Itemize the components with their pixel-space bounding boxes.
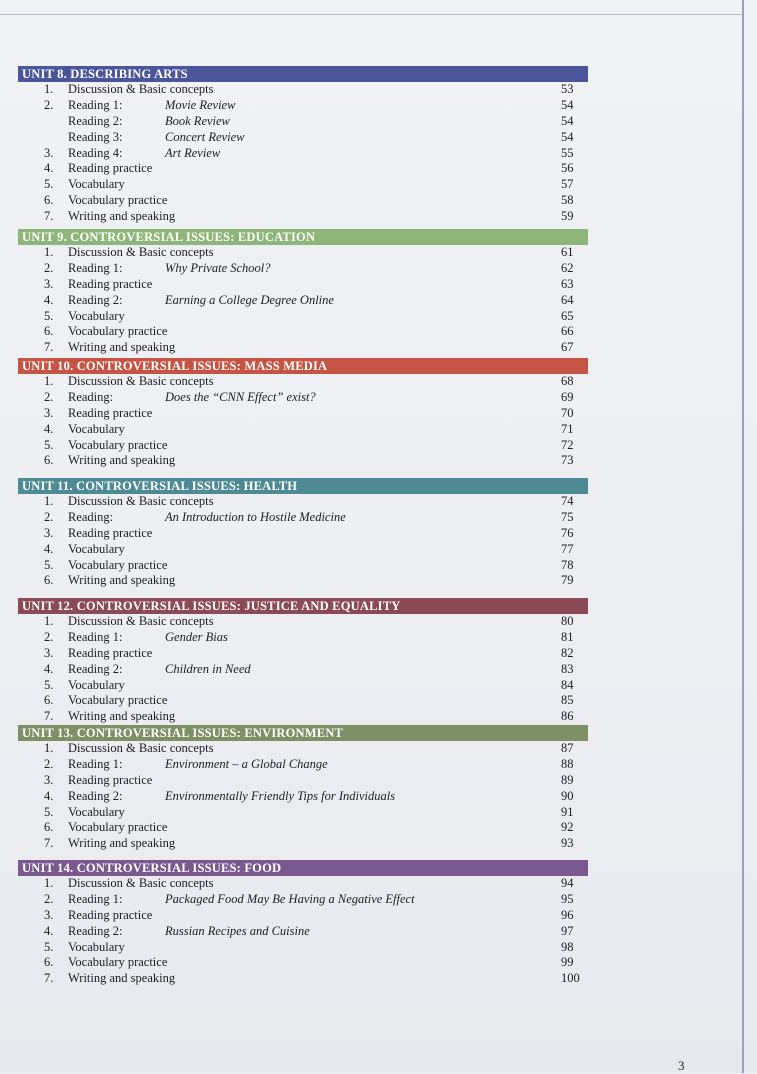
entry-label: Vocabulary practice <box>68 193 168 208</box>
toc-entry <box>18 614 588 630</box>
entry-label: Vocabulary practice <box>68 557 168 572</box>
entry-number: 6. <box>44 955 54 970</box>
entry-page-number: 92 <box>561 820 574 835</box>
entry-page-number: 53 <box>561 82 574 96</box>
toc-entry <box>18 130 588 146</box>
entry-number: 4. <box>44 661 54 676</box>
entry-page-number: 77 <box>561 541 574 556</box>
entry-title: An Introduction to Hostile Medicine <box>165 509 346 524</box>
toc-entry <box>18 374 588 390</box>
entry-page-number: 57 <box>561 177 574 192</box>
toc-entry <box>18 277 588 293</box>
entry-title: Russian Recipes and Cuisine <box>165 923 310 938</box>
unit-heading: UNIT 14. CONTROVERSIAL ISSUES: FOOD <box>18 860 588 876</box>
entry-page-number: 72 <box>561 437 574 452</box>
entry-label: Reading 1: <box>68 260 123 275</box>
entry-number: 2. <box>44 509 54 524</box>
toc-entry <box>18 805 588 821</box>
toc-entry <box>18 293 588 309</box>
entry-label: Vocabulary <box>68 939 125 954</box>
toc-entry <box>18 836 588 852</box>
entry-page-number: 80 <box>561 614 574 628</box>
entry-label: Reading practice <box>68 161 153 176</box>
entry-label: Vocabulary practice <box>68 693 168 708</box>
unit-heading: UNIT 10. CONTROVERSIAL ISSUES: MASS MEDIA <box>18 358 588 374</box>
entry-label: Reading 4: <box>68 145 123 160</box>
toc-entry <box>18 741 588 757</box>
toc-entry <box>18 542 588 558</box>
entry-title: Why Private School? <box>165 260 271 275</box>
entry-label: Writing and speaking <box>68 573 176 588</box>
entry-page-number: 67 <box>561 340 574 355</box>
entry-label: Writing and speaking <box>68 340 176 355</box>
toc-entry <box>18 209 588 225</box>
entry-page-number: 99 <box>561 955 574 970</box>
entry-label: Reading 1: <box>68 97 123 112</box>
entry-page-number: 79 <box>561 573 574 588</box>
entry-page-number: 62 <box>561 260 574 275</box>
entry-number: 5. <box>44 804 54 819</box>
entry-title: Concert Review <box>165 129 245 144</box>
entry-label: Discussion & Basic concepts <box>68 614 214 628</box>
entry-number: 3. <box>44 772 54 787</box>
entry-label: Vocabulary practice <box>68 955 168 970</box>
unit-section <box>18 66 588 225</box>
entry-page-number: 74 <box>561 494 574 508</box>
entry-page-number: 76 <box>561 525 574 540</box>
entry-number: 3. <box>44 405 54 420</box>
entry-number: 4. <box>44 788 54 803</box>
entry-title: Book Review <box>165 113 230 128</box>
entry-label: Writing and speaking <box>68 836 176 851</box>
entry-page-number: 55 <box>561 145 574 160</box>
entry-page-number: 71 <box>561 421 574 436</box>
toc-entry <box>18 82 588 98</box>
entry-number: 3. <box>44 525 54 540</box>
entry-label: Reading 2: <box>68 292 123 307</box>
entry-page-number: 90 <box>561 788 574 803</box>
entry-title: Gender Bias <box>165 629 228 644</box>
toc-entry <box>18 678 588 694</box>
entry-label: Discussion & Basic concepts <box>68 82 214 96</box>
entry-page-number: 61 <box>561 245 574 259</box>
toc-entry <box>18 709 588 725</box>
entry-page-number: 82 <box>561 645 574 660</box>
entry-page-number: 97 <box>561 923 574 938</box>
entry-label: Vocabulary <box>68 308 125 323</box>
toc-entry <box>18 438 588 454</box>
entry-number: 5. <box>44 939 54 954</box>
toc-entry <box>18 422 588 438</box>
unit-heading: UNIT 9. CONTROVERSIAL ISSUES: EDUCATION <box>18 229 588 245</box>
entry-label: Vocabulary practice <box>68 324 168 339</box>
entry-number: 1. <box>44 494 54 508</box>
entry-page-number: 95 <box>561 891 574 906</box>
entry-title: Art Review <box>165 145 221 160</box>
entry-label: Writing and speaking <box>68 709 176 724</box>
entry-title: Environment – a Global Change <box>165 756 328 771</box>
entry-number: 7. <box>44 709 54 724</box>
entry-page-number: 59 <box>561 209 574 224</box>
entry-label: Reading: <box>68 509 114 524</box>
entry-label: Reading 2: <box>68 788 123 803</box>
entry-number: 6. <box>44 453 54 468</box>
toc-entry <box>18 177 588 193</box>
entry-label: Vocabulary <box>68 177 125 192</box>
entry-page-number: 70 <box>561 405 574 420</box>
toc-entry <box>18 309 588 325</box>
entry-number: 1. <box>44 876 54 890</box>
toc-entry <box>18 510 588 526</box>
unit-heading: UNIT 8. DESCRIBING ARTS <box>18 66 588 82</box>
entry-number: 1. <box>44 374 54 388</box>
entry-page-number: 54 <box>561 97 574 112</box>
toc-entry <box>18 924 588 940</box>
entry-label: Reading 1: <box>68 629 123 644</box>
unit-heading: UNIT 11. CONTROVERSIAL ISSUES: HEALTH <box>18 478 588 494</box>
entry-page-number: 75 <box>561 509 574 524</box>
entry-number: 2. <box>44 629 54 644</box>
unit-section <box>18 478 588 589</box>
entry-page-number: 100 <box>561 971 580 986</box>
toc-entry <box>18 98 588 114</box>
entry-page-number: 58 <box>561 193 574 208</box>
entry-label: Vocabulary <box>68 541 125 556</box>
entry-number: 3. <box>44 907 54 922</box>
entry-label: Discussion & Basic concepts <box>68 876 214 890</box>
entry-number: 5. <box>44 557 54 572</box>
toc-entry <box>18 324 588 340</box>
entry-number: 5. <box>44 308 54 323</box>
entry-page-number: 87 <box>561 741 574 755</box>
entry-label: Discussion & Basic concepts <box>68 741 214 755</box>
entry-page-number: 91 <box>561 804 574 819</box>
entry-number: 6. <box>44 193 54 208</box>
unit-section <box>18 860 588 987</box>
unit-section <box>18 598 588 725</box>
entry-label: Reading 2: <box>68 923 123 938</box>
entry-page-number: 83 <box>561 661 574 676</box>
entry-page-number: 85 <box>561 693 574 708</box>
entry-page-number: 78 <box>561 557 574 572</box>
toc-entry <box>18 193 588 209</box>
toc-entry <box>18 494 588 510</box>
entry-title: Packaged Food May Be Having a Negative Effect <box>165 891 415 906</box>
toc-entry <box>18 390 588 406</box>
entry-number: 7. <box>44 836 54 851</box>
entry-page-number: 93 <box>561 836 574 851</box>
entry-page-number: 73 <box>561 453 574 468</box>
entry-number: 1. <box>44 741 54 755</box>
entry-number: 2. <box>44 891 54 906</box>
entry-title: Environmentally Friendly Tips for Individuals <box>165 788 396 803</box>
entry-number: 4. <box>44 421 54 436</box>
entry-label: Reading 1: <box>68 891 123 906</box>
entry-label: Writing and speaking <box>68 453 176 468</box>
toc-entry <box>18 876 588 892</box>
toc-entry <box>18 453 588 469</box>
entry-label: Reading practice <box>68 525 153 540</box>
entry-number: 3. <box>44 145 54 160</box>
entry-title: Children in Need <box>165 661 251 676</box>
entry-number: 2. <box>44 756 54 771</box>
toc-entry <box>18 114 588 130</box>
entry-number: 7. <box>44 209 54 224</box>
toc-entry <box>18 955 588 971</box>
toc-entry <box>18 820 588 836</box>
entry-number: 2. <box>44 389 54 404</box>
entry-title: Does the “CNN Effect” exist? <box>165 389 316 404</box>
entry-number: 6. <box>44 573 54 588</box>
toc-entry <box>18 340 588 356</box>
toc-entry <box>18 245 588 261</box>
toc-entry <box>18 573 588 589</box>
entry-label: Reading practice <box>68 405 153 420</box>
entry-label: Reading 3: <box>68 129 123 144</box>
entry-title: Earning a College Degree Online <box>165 292 334 307</box>
entry-label: Reading practice <box>68 907 153 922</box>
entry-label: Reading 2: <box>68 661 123 676</box>
toc-entry <box>18 773 588 789</box>
toc-entry <box>18 526 588 542</box>
entry-label: Writing and speaking <box>68 971 176 986</box>
entry-label: Reading practice <box>68 276 153 291</box>
toc-entry <box>18 940 588 956</box>
toc-entry <box>18 693 588 709</box>
entry-label: Vocabulary <box>68 677 125 692</box>
entry-label: Vocabulary <box>68 804 125 819</box>
page-number: 3 <box>678 1058 685 1073</box>
entry-number: 2. <box>44 260 54 275</box>
entry-page-number: 89 <box>561 772 574 787</box>
entry-number: 5. <box>44 677 54 692</box>
entry-number: 1. <box>44 614 54 628</box>
entry-label: Vocabulary practice <box>68 820 168 835</box>
entry-label: Reading 1: <box>68 756 123 771</box>
toc-entry <box>18 406 588 422</box>
toc-entry <box>18 662 588 678</box>
toc-entry <box>18 908 588 924</box>
entry-page-number: 98 <box>561 939 574 954</box>
entry-page-number: 81 <box>561 629 574 644</box>
entry-number: 3. <box>44 645 54 660</box>
unit-section <box>18 358 588 469</box>
toc-entry <box>18 146 588 162</box>
toc-entry <box>18 161 588 177</box>
entry-page-number: 68 <box>561 374 574 388</box>
entry-label: Vocabulary practice <box>68 437 168 452</box>
entry-number: 6. <box>44 693 54 708</box>
entry-number: 2. <box>44 97 54 112</box>
entry-number: 7. <box>44 340 54 355</box>
entry-number: 5. <box>44 437 54 452</box>
entry-label: Reading: <box>68 389 114 404</box>
toc-entry <box>18 789 588 805</box>
entry-number: 4. <box>44 161 54 176</box>
entry-page-number: 66 <box>561 324 574 339</box>
entry-title: Movie Review <box>165 97 236 112</box>
entry-label: Reading practice <box>68 645 153 660</box>
entry-label: Reading 2: <box>68 113 123 128</box>
entry-page-number: 63 <box>561 276 574 291</box>
toc-entry <box>18 757 588 773</box>
entry-number: 6. <box>44 324 54 339</box>
entry-page-number: 56 <box>561 161 574 176</box>
entry-number: 6. <box>44 820 54 835</box>
toc-entry <box>18 646 588 662</box>
entry-label: Vocabulary <box>68 421 125 436</box>
entry-label: Discussion & Basic concepts <box>68 494 214 508</box>
entry-label: Discussion & Basic concepts <box>68 374 214 388</box>
unit-section <box>18 229 588 356</box>
entry-page-number: 88 <box>561 756 574 771</box>
entry-page-number: 65 <box>561 308 574 323</box>
entry-number: 1. <box>44 82 54 96</box>
entry-number: 3. <box>44 276 54 291</box>
unit-heading: UNIT 13. CONTROVERSIAL ISSUES: ENVIRONMENT <box>18 725 588 741</box>
entry-page-number: 94 <box>561 876 574 890</box>
entry-page-number: 54 <box>561 129 574 144</box>
entry-number: 7. <box>44 971 54 986</box>
entry-number: 4. <box>44 541 54 556</box>
entry-number: 5. <box>44 177 54 192</box>
entry-page-number: 86 <box>561 709 574 724</box>
entry-number: 4. <box>44 923 54 938</box>
toc-entry <box>18 892 588 908</box>
unit-heading: UNIT 12. CONTROVERSIAL ISSUES: JUSTICE AND EQUALITY <box>18 598 588 614</box>
toc-entry <box>18 558 588 574</box>
unit-section <box>18 725 588 852</box>
entry-page-number: 64 <box>561 292 574 307</box>
entry-page-number: 96 <box>561 907 574 922</box>
entry-page-number: 69 <box>561 389 574 404</box>
toc-entry <box>18 971 588 987</box>
entry-page-number: 54 <box>561 113 574 128</box>
entry-label: Writing and speaking <box>68 209 176 224</box>
entry-number: 4. <box>44 292 54 307</box>
entry-page-number: 84 <box>561 677 574 692</box>
toc-entry <box>18 630 588 646</box>
entry-label: Reading practice <box>68 772 153 787</box>
right-margin-rule <box>742 0 744 1073</box>
toc-entry <box>18 261 588 277</box>
entry-label: Discussion & Basic concepts <box>68 245 214 259</box>
entry-number: 1. <box>44 245 54 259</box>
top-rule <box>0 14 744 15</box>
